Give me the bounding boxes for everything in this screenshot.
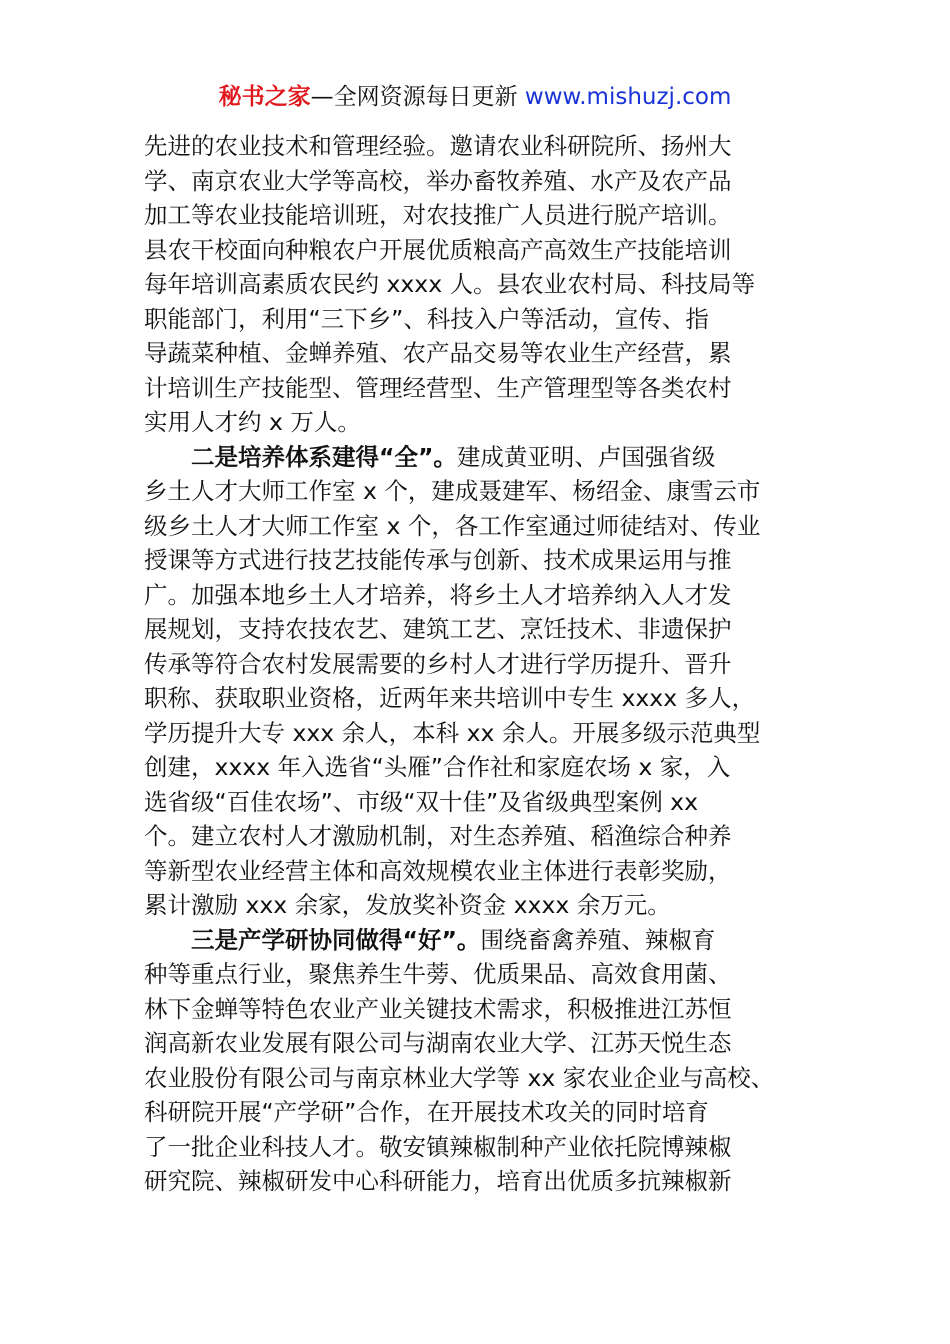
p1-line: 导蔬菜种植、金蝉养殖、农产品交易等农业生产经营，累 (144, 339, 732, 367)
p2-first-line (144, 440, 812, 475)
p1-line: 职能部门，利用“三下乡”、科技入户等活动，宣传、指 (144, 304, 709, 333)
p3-line: 农业股份有限公司与南京林业大学等 xx 家农业企业与高校、 (144, 1063, 775, 1092)
site-tagline: —全网资源每日更新 (310, 84, 525, 110)
p2-line: 创建，xxxx 年入选省“头雁”合作社和家庭农场 x 家，入 (144, 753, 731, 781)
p2-line: 累计激励 xxx 余家，发放奖补资金 xxxx 余万元。 (144, 891, 671, 919)
p2-first-text: 建成黄亚明、卢国强省级 (456, 442, 716, 471)
p1-line: 计培训生产技能型、管理经营型、生产管理型等各类农村 (144, 373, 732, 402)
p2-line: 级乡土人才大师工作室 x 个，各工作室通过师徒结对、传业 (144, 511, 761, 540)
p1-line: 每年培训高素质农民约 xxxx 人。县农业农村局、科技局等 (144, 270, 756, 298)
p1-line: 先进的农业技术和管理经验。邀请农业科研院所、扬州大 (144, 132, 732, 160)
p1-line: 学、南京农业大学等高校，举办畜牧养殖、水产及农产品 (144, 166, 732, 195)
p2-lead-heading: 二是培养体系建得“全”。 (191, 442, 457, 471)
p2-line: 传承等符合农村发展需要的乡村人才进行学历提升、晋升 (144, 649, 732, 678)
p2-line: 个。建立农村人才激励机制，对生态养殖、稻渔综合种养 (144, 822, 732, 850)
p3-line: 润高新农业发展有限公司与湖南农业大学、江苏天悦生态 (144, 1029, 732, 1057)
site-header (0, 80, 950, 114)
p3-lead-heading: 三是产学研协同做得“好”。 (191, 925, 481, 954)
p3-first-line (144, 923, 812, 958)
document-body (144, 129, 812, 1199)
p2-line: 广。加强本地乡土人才培养，将乡土人才培养纳入人才发 (144, 580, 732, 609)
p2-line: 学历提升大专 xxx 余人，本科 xx 余人。开展多级示范典型 (144, 718, 761, 747)
p2-line: 等新型农业经营主体和高效规模农业主体进行表彰奖励， (144, 856, 732, 885)
p2-line: 展规划，支持农技农艺、建筑工艺、烹饪技术、非遗保护 (144, 615, 732, 643)
p2-line: 授课等方式进行技艺技能传承与创新、技术成果运用与推 (144, 546, 732, 574)
site-brand: 秘书之家 (218, 84, 311, 110)
p3-line: 了一批企业科技人才。敬安镇辣椒制种产业依托院博辣椒 (144, 1132, 732, 1161)
p1-line: 实用人才约 x 万人。 (144, 408, 361, 436)
p3-line: 研究院、辣椒研发中心科研能力，培育出优质多抗辣椒新 (144, 1167, 732, 1195)
p3-line: 林下金蝉等特色农业产业关键技术需求，积极推进江苏恒 (144, 994, 732, 1023)
p1-line: 县农干校面向种粮农户开展优质粮高产高效生产技能培训 (144, 235, 732, 264)
p3-first-text: 围绕畜禽养殖、辣椒育 (480, 925, 716, 954)
site-url[interactable]: www.mishuzj.com (524, 84, 732, 110)
p1-line: 加工等农业技能培训班，对农技推广人员进行脱产培训。 (144, 201, 732, 229)
p2-line: 职称、获取职业资格，近两年来共培训中专生 xxxx 多人， (144, 684, 756, 712)
p3-line: 种等重点行业，聚焦养生牛蒡、优质果品、高效食用菌、 (144, 960, 732, 988)
p2-line: 乡土人才大师工作室 x 个，建成聂建军、杨绍金、康雪云市 (144, 477, 761, 505)
p2-line: 选省级“百佳农场”、市级“双十佳”及省级典型案例 xx (144, 787, 698, 816)
p3-line: 科研院开展“产学研”合作，在开展技术攻关的同时培育 (144, 1098, 709, 1126)
